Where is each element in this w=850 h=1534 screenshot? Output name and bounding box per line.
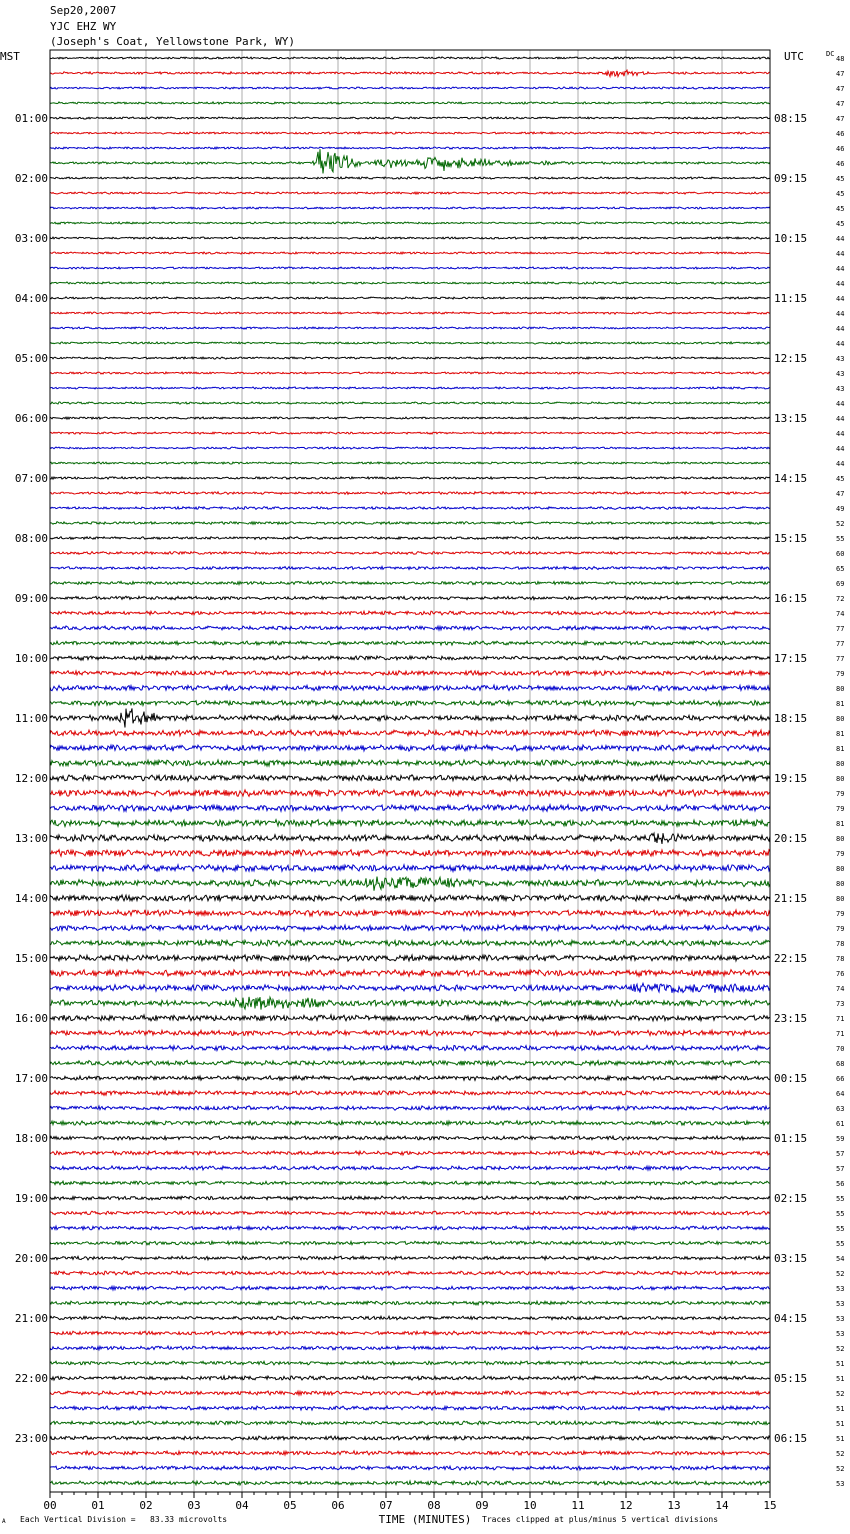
trace-row-72 xyxy=(50,1136,770,1140)
trace-row-6 xyxy=(50,147,770,149)
dc-offset-label: 78 xyxy=(836,940,845,948)
trace-row-59 xyxy=(50,940,770,946)
left-hour-label: 14:00 xyxy=(14,892,48,905)
dc-offset-label: 54 xyxy=(836,1255,845,1263)
dc-offset-label: 56 xyxy=(836,1180,845,1188)
trace-row-13 xyxy=(50,252,770,254)
dc-offset-label: 55 xyxy=(836,535,845,543)
trace-row-71 xyxy=(50,1121,770,1125)
left-hour-label: 04:00 xyxy=(14,292,48,305)
trace-row-9 xyxy=(50,192,770,194)
dc-offset-label: 46 xyxy=(836,130,845,138)
trace-row-95 xyxy=(50,1481,770,1485)
right-hour-label: 22:15 xyxy=(774,952,808,965)
trace-row-68 xyxy=(50,1076,770,1081)
left-hour-label: 05:00 xyxy=(14,352,48,365)
scale-note: Each Vertical Division = 83.33 microvolts xyxy=(20,1515,228,1524)
right-hour-label: 02:15 xyxy=(774,1192,808,1205)
dc-offset-label: 60 xyxy=(836,550,845,558)
dc-offset-label: 52 xyxy=(836,1465,845,1473)
x-tick-label: 06 xyxy=(331,1499,345,1512)
dc-offset-label: 44 xyxy=(836,460,845,468)
dc-offset-label: 44 xyxy=(836,295,845,303)
left-hour-label: 17:00 xyxy=(14,1072,48,1085)
trace-row-84 xyxy=(50,1316,770,1320)
dc-offset-label: 44 xyxy=(836,415,845,423)
right-hour-label: 11:15 xyxy=(774,292,808,305)
x-tick-label: 04 xyxy=(235,1499,249,1512)
left-hour-label: 21:00 xyxy=(14,1312,48,1325)
trace-row-4 xyxy=(50,117,770,119)
dc-offset-label: 52 xyxy=(836,1390,845,1398)
left-hour-label: 22:00 xyxy=(14,1372,48,1385)
dc-offset-label: 43 xyxy=(836,355,845,363)
dc-offset-label: 77 xyxy=(836,625,845,633)
dc-offset-label: 47 xyxy=(836,85,845,93)
right-hour-label: 06:15 xyxy=(774,1432,808,1445)
right-axis-title: UTC xyxy=(784,50,804,63)
trace-row-63 xyxy=(50,997,770,1010)
dc-offset-label: 44 xyxy=(836,310,845,318)
trace-row-67 xyxy=(50,1061,770,1066)
dc-offset-label: 66 xyxy=(836,1075,845,1083)
dc-offset-label: 79 xyxy=(836,850,845,858)
dc-offset-label: 79 xyxy=(836,925,845,933)
dc-offset-label: 71 xyxy=(836,1030,845,1038)
trace-row-19 xyxy=(50,342,770,344)
dc-offset-label: 43 xyxy=(836,370,845,378)
x-tick-label: 14 xyxy=(715,1499,729,1512)
dc-offset-label: 49 xyxy=(836,505,845,513)
dc-offset-label: 55 xyxy=(836,1225,845,1233)
trace-row-0 xyxy=(50,57,770,59)
axis-labels xyxy=(15,55,845,1512)
trace-row-85 xyxy=(50,1331,770,1335)
trace-row-45 xyxy=(50,730,770,736)
trace-row-37 xyxy=(50,611,770,615)
right-hour-label: 10:15 xyxy=(774,232,808,245)
trace-row-50 xyxy=(50,805,770,811)
dc-offset-label: 80 xyxy=(836,685,845,693)
trace-row-57 xyxy=(50,910,770,916)
trace-row-24 xyxy=(50,417,770,419)
dc-offset-label: 44 xyxy=(836,235,845,243)
trace-row-12 xyxy=(50,237,770,239)
dc-offset-label: 81 xyxy=(836,820,845,828)
trace-row-70 xyxy=(50,1106,770,1110)
dc-offset-label: 73 xyxy=(836,1000,845,1008)
trace-row-11 xyxy=(50,222,770,224)
dc-offset-label: 64 xyxy=(836,1090,845,1098)
dc-offset-label: 68 xyxy=(836,1060,845,1068)
dc-offset-label: 52 xyxy=(836,1270,845,1278)
dc-title: DC xyxy=(826,50,835,58)
dc-offset-label: 45 xyxy=(836,175,845,183)
right-hour-label: 08:15 xyxy=(774,112,808,125)
trace-row-8 xyxy=(50,177,770,179)
dc-offset-label: 79 xyxy=(836,670,845,678)
trace-row-28 xyxy=(50,477,770,479)
trace-row-80 xyxy=(50,1256,770,1260)
trace-row-88 xyxy=(50,1376,770,1380)
left-hour-label: 06:00 xyxy=(14,412,48,425)
dc-offset-label: 80 xyxy=(836,865,845,873)
trace-row-48 xyxy=(50,775,770,782)
dc-offset-label: 78 xyxy=(836,955,845,963)
trace-row-30 xyxy=(50,507,770,510)
dc-offset-label: 61 xyxy=(836,1120,845,1128)
dc-offset-label: 45 xyxy=(836,220,845,228)
dc-offset-label: 53 xyxy=(836,1480,845,1488)
left-hour-label: 10:00 xyxy=(14,652,48,665)
trace-row-31 xyxy=(50,522,770,525)
right-hour-label: 15:15 xyxy=(774,532,808,545)
header-station: YJC EHZ WY xyxy=(50,20,117,33)
dc-offset-label: 51 xyxy=(836,1420,845,1428)
dc-offset-label: 52 xyxy=(836,1345,845,1353)
trace-row-21 xyxy=(50,372,770,374)
dc-offset-label: 79 xyxy=(836,805,845,813)
right-hour-label: 05:15 xyxy=(774,1372,808,1385)
dc-offset-label: 71 xyxy=(836,1015,845,1023)
dc-offset-label: 70 xyxy=(836,1045,845,1053)
x-tick-label: 08 xyxy=(427,1499,441,1512)
trace-row-41 xyxy=(50,671,770,676)
trace-row-51 xyxy=(50,820,770,827)
dc-offset-label: 72 xyxy=(836,595,845,603)
dc-offset-label: 44 xyxy=(836,265,845,273)
dc-offset-label: 76 xyxy=(836,970,845,978)
dc-offset-label: 45 xyxy=(836,475,845,483)
left-hour-label: 11:00 xyxy=(14,712,48,725)
left-hour-label: 13:00 xyxy=(14,832,48,845)
trace-row-92 xyxy=(50,1436,770,1440)
dc-offset-label: 80 xyxy=(836,760,845,768)
x-tick-label: 05 xyxy=(283,1499,297,1512)
trace-row-35 xyxy=(50,581,770,584)
trace-row-44 xyxy=(50,708,770,727)
dc-offset-label: 43 xyxy=(836,385,845,393)
dc-offset-label: 51 xyxy=(836,1435,845,1443)
trace-row-7 xyxy=(50,149,770,173)
corner-mark: A xyxy=(2,1518,6,1525)
trace-row-27 xyxy=(50,462,770,464)
dc-offset-label: 46 xyxy=(836,145,845,153)
left-hour-label: 02:00 xyxy=(14,172,48,185)
dc-offset-label: 47 xyxy=(836,490,845,498)
trace-row-53 xyxy=(50,850,770,857)
trace-row-74 xyxy=(50,1166,770,1170)
right-hour-label: 16:15 xyxy=(774,592,808,605)
dc-offset-label: 47 xyxy=(836,115,845,123)
dc-offset-label: 80 xyxy=(836,715,845,723)
dc-offset-label: 74 xyxy=(836,985,845,993)
trace-row-10 xyxy=(50,207,770,209)
dc-offset-label: 80 xyxy=(836,835,845,843)
right-hour-label: 14:15 xyxy=(774,472,808,485)
trace-row-82 xyxy=(50,1286,770,1290)
clip-note: Traces clipped at plus/minus 5 vertical divisions xyxy=(482,1515,719,1524)
trace-row-15 xyxy=(50,282,770,284)
right-hour-label: 20:15 xyxy=(774,832,808,845)
dc-offset-label: 51 xyxy=(836,1405,845,1413)
dc-offset-label: 69 xyxy=(836,580,845,588)
trace-row-87 xyxy=(50,1361,770,1365)
dc-offset-label: 46 xyxy=(836,160,845,168)
trace-row-73 xyxy=(50,1151,770,1155)
right-hour-label: 09:15 xyxy=(774,172,808,185)
trace-row-79 xyxy=(50,1241,770,1245)
trace-row-52 xyxy=(50,833,770,844)
trace-row-78 xyxy=(50,1226,770,1230)
dc-offset-label: 52 xyxy=(836,1450,845,1458)
dc-offset-label: 57 xyxy=(836,1165,845,1173)
left-hour-label: 19:00 xyxy=(14,1192,48,1205)
seismogram-traces xyxy=(50,57,770,1485)
left-hour-label: 03:00 xyxy=(14,232,48,245)
trace-row-18 xyxy=(50,327,770,329)
dc-offset-label: 81 xyxy=(836,700,845,708)
trace-row-89 xyxy=(50,1391,770,1395)
trace-row-77 xyxy=(50,1211,770,1215)
left-hour-label: 09:00 xyxy=(14,592,48,605)
x-tick-label: 15 xyxy=(763,1499,777,1512)
trace-row-55 xyxy=(50,877,770,891)
dc-offset-label: 44 xyxy=(836,400,845,408)
dc-offset-label: 45 xyxy=(836,190,845,198)
right-hour-label: 12:15 xyxy=(774,352,808,365)
dc-offset-label: 79 xyxy=(836,910,845,918)
trace-row-93 xyxy=(50,1451,770,1455)
trace-row-76 xyxy=(50,1196,770,1200)
dc-offset-label: 44 xyxy=(836,340,845,348)
trace-row-16 xyxy=(50,297,770,299)
right-hour-label: 04:15 xyxy=(774,1312,808,1325)
x-axis-label: TIME (MINUTES) xyxy=(378,1513,472,1526)
right-hour-label: 03:15 xyxy=(774,1252,808,1265)
trace-row-33 xyxy=(50,552,770,555)
trace-row-29 xyxy=(50,492,770,495)
header-date: Sep20,2007 xyxy=(50,4,117,17)
dc-offset-label: 55 xyxy=(836,1210,845,1218)
trace-row-64 xyxy=(50,1015,770,1021)
trace-row-2 xyxy=(50,87,770,89)
dc-offset-label: 53 xyxy=(836,1330,845,1338)
left-hour-label: 18:00 xyxy=(14,1132,48,1145)
dc-offset-label: 45 xyxy=(836,205,845,213)
dc-offset-label: 59 xyxy=(836,1135,845,1143)
x-tick-label: 13 xyxy=(667,1499,681,1512)
dc-offset-label: 80 xyxy=(836,895,845,903)
trace-row-5 xyxy=(50,132,770,134)
dc-offset-label: 80 xyxy=(836,880,845,888)
trace-row-20 xyxy=(50,357,770,359)
trace-row-14 xyxy=(50,267,770,269)
trace-row-94 xyxy=(50,1466,770,1470)
dc-offset-label: 63 xyxy=(836,1105,845,1113)
trace-row-25 xyxy=(50,432,770,434)
dc-offset-label: 44 xyxy=(836,445,845,453)
trace-row-36 xyxy=(50,596,770,600)
left-hour-label: 08:00 xyxy=(14,532,48,545)
trace-row-23 xyxy=(50,402,770,404)
dc-offset-label: 77 xyxy=(836,640,845,648)
trace-row-81 xyxy=(50,1271,770,1275)
left-hour-label: 07:00 xyxy=(14,472,48,485)
left-axis-title: MST xyxy=(0,50,20,63)
trace-row-56 xyxy=(50,895,770,902)
x-tick-label: 10 xyxy=(523,1499,537,1512)
right-hour-label: 23:15 xyxy=(774,1012,808,1025)
trace-row-69 xyxy=(50,1091,770,1096)
trace-row-91 xyxy=(50,1421,770,1425)
trace-row-32 xyxy=(50,537,770,540)
x-tick-label: 11 xyxy=(571,1499,585,1512)
header-location: (Joseph's Coat, Yellowstone Park, WY) xyxy=(50,35,296,48)
trace-row-40 xyxy=(50,656,770,660)
dc-offset-label: 65 xyxy=(836,565,845,573)
dc-offset-label: 44 xyxy=(836,325,845,333)
right-hour-label: 17:15 xyxy=(774,652,808,665)
dc-offset-label: 81 xyxy=(836,730,845,738)
trace-row-86 xyxy=(50,1346,770,1350)
x-tick-label: 12 xyxy=(619,1499,633,1512)
trace-row-38 xyxy=(50,626,770,630)
right-hour-label: 13:15 xyxy=(774,412,808,425)
dc-offset-label: 53 xyxy=(836,1285,845,1293)
trace-row-60 xyxy=(50,955,770,961)
dc-offset-label: 48 xyxy=(836,55,845,63)
x-tick-label: 03 xyxy=(187,1499,201,1512)
trace-row-17 xyxy=(50,312,770,314)
trace-row-34 xyxy=(50,567,770,570)
trace-row-43 xyxy=(50,700,770,705)
dc-offset-label: 52 xyxy=(836,520,845,528)
dc-offset-label: 77 xyxy=(836,655,845,663)
right-hour-label: 19:15 xyxy=(774,772,808,785)
dc-offset-label: 55 xyxy=(836,1195,845,1203)
dc-offset-label: 53 xyxy=(836,1315,845,1323)
dc-offset-label: 47 xyxy=(836,100,845,108)
dc-offset-label: 74 xyxy=(836,610,845,618)
dc-offset-label: 44 xyxy=(836,280,845,288)
trace-row-42 xyxy=(50,685,770,691)
trace-row-83 xyxy=(50,1301,770,1305)
dc-offset-label: 81 xyxy=(836,745,845,753)
trace-row-75 xyxy=(50,1181,770,1185)
trace-row-61 xyxy=(50,970,770,977)
trace-row-54 xyxy=(50,865,770,872)
minute-grid xyxy=(98,50,722,1492)
dc-offset-label: 51 xyxy=(836,1360,845,1368)
trace-row-39 xyxy=(50,641,770,645)
dc-offset-label: 44 xyxy=(836,430,845,438)
x-tick-label: 01 xyxy=(91,1499,105,1512)
trace-row-47 xyxy=(50,760,770,766)
right-hour-label: 01:15 xyxy=(774,1132,808,1145)
right-hour-label: 21:15 xyxy=(774,892,808,905)
dc-offset-label: 57 xyxy=(836,1150,845,1158)
x-tick-label: 09 xyxy=(475,1499,489,1512)
x-tick-label: 02 xyxy=(139,1499,153,1512)
left-hour-label: 01:00 xyxy=(14,112,48,125)
dc-offset-label: 55 xyxy=(836,1240,845,1248)
x-tick-label: 07 xyxy=(379,1499,393,1512)
dc-offset-label: 44 xyxy=(836,250,845,258)
frame-border xyxy=(50,50,770,1492)
trace-row-66 xyxy=(50,1046,770,1051)
x-tick-label: 00 xyxy=(43,1499,57,1512)
dc-offset-label: 79 xyxy=(836,790,845,798)
left-hour-label: 16:00 xyxy=(14,1012,48,1025)
left-hour-label: 20:00 xyxy=(14,1252,48,1265)
trace-row-26 xyxy=(50,447,770,449)
trace-row-46 xyxy=(50,745,770,751)
trace-row-1 xyxy=(50,70,770,76)
right-hour-label: 00:15 xyxy=(774,1072,808,1085)
trace-row-90 xyxy=(50,1406,770,1410)
trace-row-22 xyxy=(50,387,770,389)
left-hour-label: 15:00 xyxy=(14,952,48,965)
trace-row-49 xyxy=(50,790,770,797)
dc-offset-label: 80 xyxy=(836,775,845,783)
trace-row-3 xyxy=(50,102,770,104)
dc-offset-label: 47 xyxy=(836,70,845,78)
dc-offset-label: 53 xyxy=(836,1300,845,1308)
trace-row-62 xyxy=(50,983,770,993)
trace-row-65 xyxy=(50,1030,770,1035)
dc-offset-label: 51 xyxy=(836,1375,845,1383)
left-hour-label: 12:00 xyxy=(14,772,48,785)
left-hour-label: 23:00 xyxy=(14,1432,48,1445)
trace-row-58 xyxy=(50,925,770,931)
right-hour-label: 18:15 xyxy=(774,712,808,725)
